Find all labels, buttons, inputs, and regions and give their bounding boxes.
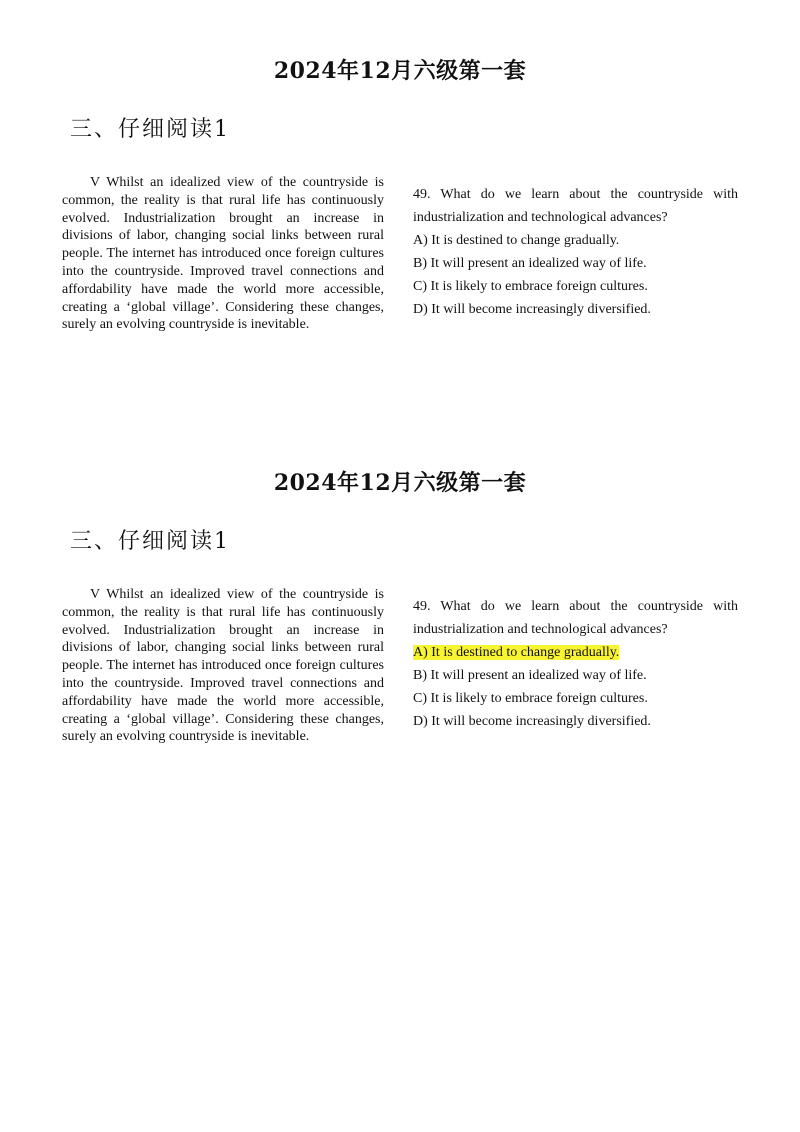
option-b xyxy=(413,664,738,687)
answer-options xyxy=(413,229,738,321)
page-title: 2024年12月六级第一套 xyxy=(273,58,527,84)
option-a-text: A) It is destined to change gradually. xyxy=(413,233,620,248)
option-a xyxy=(413,641,738,664)
page-title: 2024年12月六级第一套 xyxy=(273,470,527,496)
section-title: 三、仔细阅读1 xyxy=(70,529,230,554)
section-title: 三、仔细阅读1 xyxy=(70,117,230,142)
reading-passage: V Whilst an idealized view of the countryside is common, the reality is that rural life has continuously evolved. Industrialization brought an increase in divisions of labor, changing social links between rural people. The internet has introduced once foreign cultures into the countryside. Improved travel connections and affordability have made the world more accessible, creating a ‘global village’. Considering these changes, surely an evolving countryside is inevitable. xyxy=(62,175,384,333)
option-b-text: B) It will present an idealized way of life. xyxy=(413,256,647,271)
option-d xyxy=(413,710,738,733)
reading-passage: V Whilst an idealized view of the countryside is common, the reality is that rural life has continuously evolved. Industrialization brought an increase in divisions of labor, changing social links between rural people. The internet has introduced once foreign cultures into the countryside. Improved travel connections and affordability have made the world more accessible, creating a ‘global village’. Considering these changes, surely an evolving countryside is inevitable. xyxy=(62,587,384,745)
option-d xyxy=(413,298,738,321)
question-49 xyxy=(413,596,738,733)
option-a xyxy=(413,229,738,252)
option-d-text: D) It will become increasingly diversified. xyxy=(413,302,651,317)
option-c xyxy=(413,275,738,298)
option-c-text: C) It is likely to embrace foreign cultures. xyxy=(413,691,648,706)
option-c xyxy=(413,687,738,710)
question-stem: 49. What do we learn about the countryside with industrialization and technological advances? xyxy=(413,599,738,637)
option-b-text: B) It will present an idealized way of life. xyxy=(413,668,647,683)
question-49 xyxy=(413,184,738,321)
option-d-text: D) It will become increasingly diversified. xyxy=(413,714,651,729)
answer-options xyxy=(413,641,738,733)
question-stem: 49. What do we learn about the countryside with industrialization and technological advances? xyxy=(413,187,738,225)
question-block-plain xyxy=(0,0,800,412)
option-b xyxy=(413,252,738,275)
option-c-text: C) It is likely to embrace foreign cultures. xyxy=(413,279,648,294)
question-block-answered xyxy=(0,412,800,824)
option-a-text: A) It is destined to change gradually. xyxy=(413,645,620,660)
